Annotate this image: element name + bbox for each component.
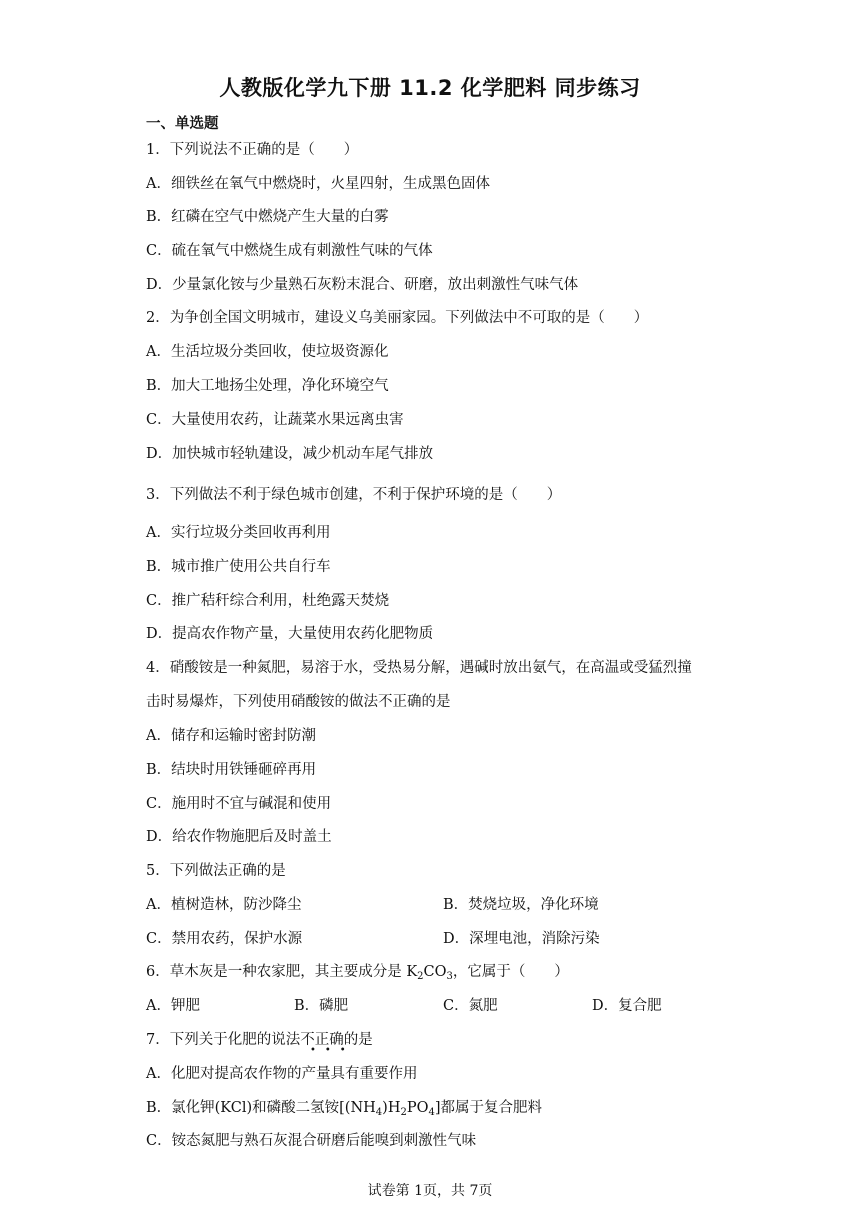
page-title: 人教版化学九下册 11.2 化学肥料 同步练习 <box>219 76 641 100</box>
q4-option-a: A．储存和运输时密封防潮 <box>146 728 316 744</box>
q1-stem: 1．下列说法不正确的是（ ） <box>146 142 359 158</box>
page-footer: 试卷第 1页，共 7页 <box>367 1183 493 1199</box>
q4-option-d: D．给农作物施肥后及时盖土 <box>146 829 332 845</box>
q1-option-d: D．少量氯化铵与少量熟石灰粉末混合、研磨，放出刺激性气味气体 <box>146 277 579 293</box>
q1-option-a: A．细铁丝在氧气中燃烧时，火星四射，生成黑色固体 <box>146 176 490 192</box>
q7-stem: 7．下列关于化肥的说法不正确的是 <box>146 1032 373 1048</box>
section-heading: 一、单选题 <box>146 116 219 132</box>
q2-option-b: B．加大工地扬尘处理，净化环境空气 <box>146 378 389 394</box>
q4-option-b: B．结块时用铁锤砸碎再用 <box>146 762 317 778</box>
q6-stem: 6．草木灰是一种农家肥，其主要成分是 $K_2CO_3$，它属于（ ） <box>146 964 569 982</box>
q6-option-d: D．复合肥 <box>592 998 662 1014</box>
q6-option-a: A．钾肥 <box>146 998 200 1014</box>
q1-option-b: B．红磷在空气中燃烧产生大量的白雾 <box>146 209 389 225</box>
q2-option-c: C．大量使用农药，让蔬菜水果远离虫害 <box>146 412 404 428</box>
q5-option-d: D．深埋电池，消除污染 <box>443 931 600 947</box>
q4-stem-line1: 4．硝酸铵是一种氮肥，易溶于水，受热易分解，遇碱时放出氨气，在高温或受猛烈撞 <box>146 660 692 676</box>
q4-option-c: C．施用时不宜与碱混和使用 <box>146 796 332 812</box>
q3-option-a: A．实行垃圾分类回收再利用 <box>146 525 331 541</box>
q2-option-a: A．生活垃圾分类回收，使垃圾资源化 <box>146 344 389 360</box>
q3-option-d: D．提高农作物产量，大量使用农药化肥物质 <box>146 626 434 642</box>
q6-option-b: B．磷肥 <box>294 998 349 1014</box>
q2-option-d: D．加快城市轻轨建设，减少机动车尾气排放 <box>146 446 434 462</box>
q4-stem-line2: 击时易爆炸，下列使用硝酸铵的做法不正确的是 <box>146 694 451 710</box>
q5-option-a: A．植树造林，防沙降尘 <box>146 897 302 913</box>
q3-option-c: C．推广秸秆综合利用，杜绝露天焚烧 <box>146 593 390 609</box>
q3-option-b: B．城市推广使用公共自行车 <box>146 559 331 575</box>
q5-option-c: C．禁用农药，保护水源 <box>146 931 303 947</box>
q7-option-c: C．铵态氮肥与熟石灰混合研磨后能嗅到刺激性气味 <box>146 1133 477 1149</box>
emphasis-dots: ••• <box>310 1045 355 1056</box>
q6-option-c: C．氮肥 <box>443 998 498 1014</box>
q5-option-b: B．焚烧垃圾，净化环境 <box>443 897 599 913</box>
q7-option-a: A．化肥对提高农作物的产量具有重要作用 <box>146 1066 418 1082</box>
q2-stem: 2．为争创全国文明城市，建设义乌美丽家园。下列做法中不可取的是（ ） <box>146 310 649 326</box>
q5-stem: 5．下列做法正确的是 <box>146 863 286 879</box>
q1-option-c: C．硫在氧气中燃烧生成有刺激性气味的气体 <box>146 243 433 259</box>
q3-stem: 3．下列做法不利于绿色城市创建，不利于保护环境的是（ ） <box>146 487 562 503</box>
q7-option-b: B．氯化钾(KCl)和磷酸二氢铵$[(NH_4)H_2PO_4]$都属于复合肥料 <box>146 1100 543 1118</box>
